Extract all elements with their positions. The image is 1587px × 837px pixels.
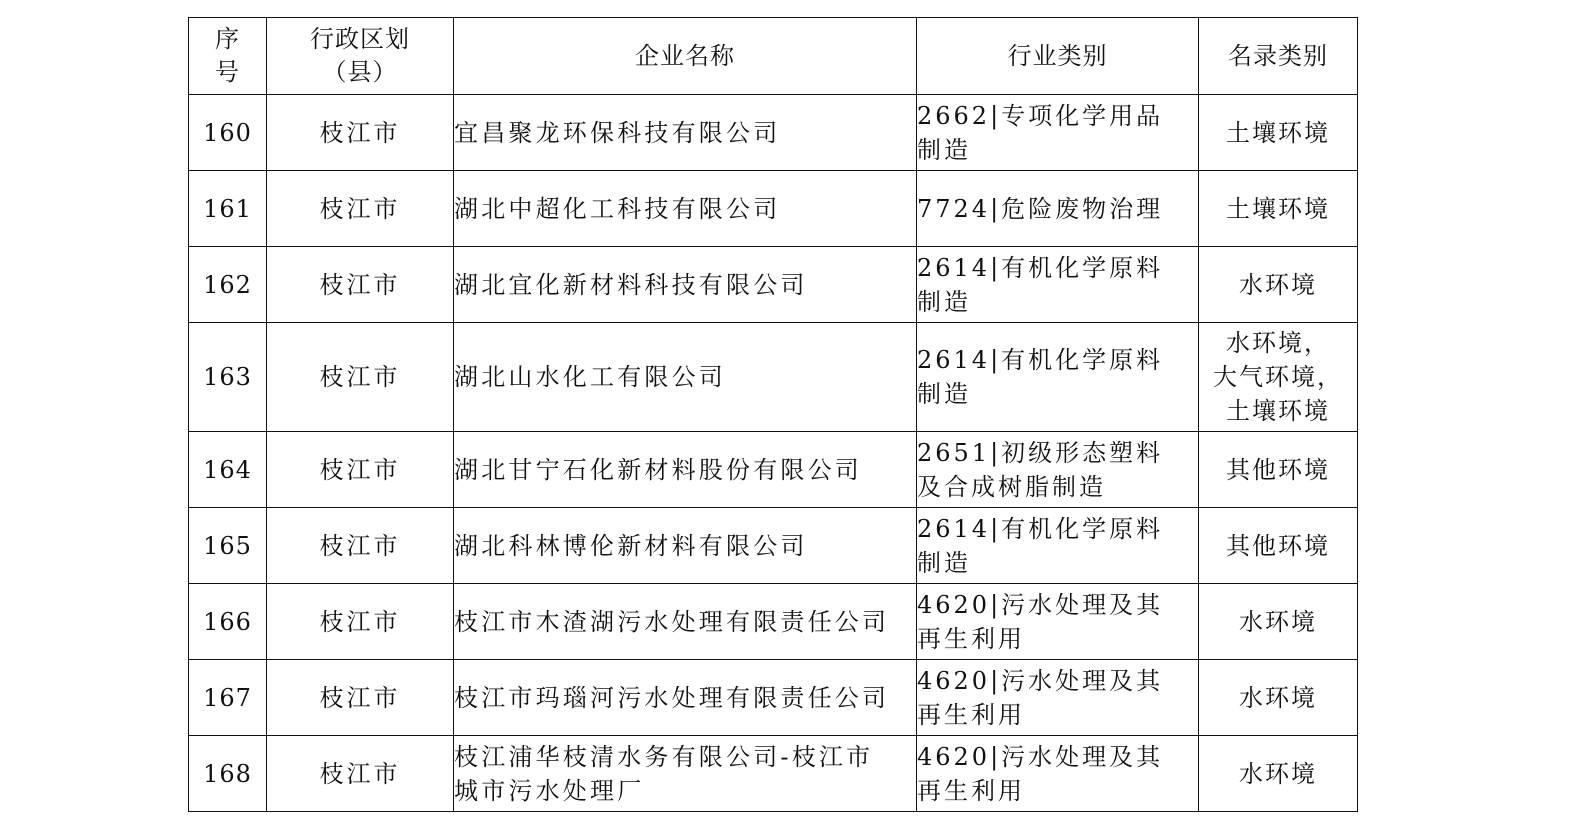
row-region: 枝江市 xyxy=(267,584,454,660)
industry-line: 再生利用 xyxy=(917,776,1025,805)
company-line: 宜昌聚龙环保科技有限公司 xyxy=(454,118,781,147)
company-line: 湖北甘宁石化新材料股份有限公司 xyxy=(454,455,862,484)
table-row xyxy=(189,584,1358,660)
industry-line: 4620|污水处理及其 xyxy=(917,666,1164,695)
company-line: 枝江市木渣湖污水处理有限责任公司 xyxy=(454,607,890,636)
row-category xyxy=(1199,171,1358,247)
row-industry xyxy=(917,171,1199,247)
row-index: 168 xyxy=(189,736,267,812)
company-line: 湖北中超化工科技有限公司 xyxy=(454,194,781,223)
row-region: 枝江市 xyxy=(267,432,454,508)
company-line: 枝江浦华枝清水务有限公司-枝江市 xyxy=(454,742,874,771)
category-line: 土壤环境 xyxy=(1226,397,1330,425)
category-line: 水环境 xyxy=(1239,270,1317,299)
row-category xyxy=(1199,432,1358,508)
row-region: 枝江市 xyxy=(267,95,454,171)
table-row xyxy=(189,736,1358,812)
row-company xyxy=(454,247,917,323)
industry-line: 7724|危险废物治理 xyxy=(917,194,1164,223)
row-index: 164 xyxy=(189,432,267,508)
row-index: 162 xyxy=(189,247,267,323)
industry-line: 4620|污水处理及其 xyxy=(917,590,1164,619)
industry-line: 制造 xyxy=(917,380,971,408)
header-company: 企业名称 xyxy=(454,18,917,95)
category-line: 水环境 xyxy=(1239,607,1317,636)
table-row xyxy=(189,432,1358,508)
category-line: 大气环境， xyxy=(1213,363,1343,391)
row-region: 枝江市 xyxy=(267,508,454,584)
table-row xyxy=(189,508,1358,584)
company-line: 枝江市玛瑙河污水处理有限责任公司 xyxy=(454,683,890,712)
category-line: 其他环境 xyxy=(1226,531,1330,560)
category-line: 水环境 xyxy=(1239,759,1317,788)
row-category xyxy=(1199,736,1358,812)
row-index: 166 xyxy=(189,584,267,660)
row-category xyxy=(1199,95,1358,171)
industry-line: 制造 xyxy=(917,287,971,316)
header-category: 名录类别 xyxy=(1199,18,1358,95)
table-row xyxy=(189,323,1358,432)
industry-line: 再生利用 xyxy=(917,624,1025,653)
row-company xyxy=(454,660,917,736)
row-category xyxy=(1199,660,1358,736)
row-industry xyxy=(917,584,1199,660)
table-row xyxy=(189,660,1358,736)
industry-line: 2651|初级形态塑料 xyxy=(917,438,1164,467)
header-index-line: 序 xyxy=(215,25,240,53)
company-line: 城市污水处理厂 xyxy=(454,776,645,805)
table-row xyxy=(189,247,1358,323)
row-industry xyxy=(917,247,1199,323)
row-category xyxy=(1199,247,1358,323)
company-line: 湖北科林博伦新材料有限公司 xyxy=(454,531,808,560)
row-index: 165 xyxy=(189,508,267,584)
row-company xyxy=(454,584,917,660)
header-industry: 行业类别 xyxy=(917,18,1199,95)
industry-line: 2614|有机化学原料 xyxy=(917,514,1164,543)
category-line: 水环境， xyxy=(1226,329,1330,357)
row-industry xyxy=(917,736,1199,812)
company-line: 湖北宜化新材料科技有限公司 xyxy=(454,270,808,299)
table-body xyxy=(189,95,1358,812)
industry-line: 制造 xyxy=(917,135,971,164)
header-index xyxy=(189,18,267,95)
table-row xyxy=(189,95,1358,171)
header-region xyxy=(267,18,454,95)
row-region: 枝江市 xyxy=(267,247,454,323)
row-category xyxy=(1199,508,1358,584)
row-industry xyxy=(917,95,1199,171)
row-company xyxy=(454,736,917,812)
industry-line: 4620|污水处理及其 xyxy=(917,742,1164,771)
row-industry xyxy=(917,508,1199,584)
row-industry xyxy=(917,660,1199,736)
row-index: 161 xyxy=(189,171,267,247)
category-line: 水环境 xyxy=(1239,683,1317,712)
industry-line: 2614|有机化学原料 xyxy=(917,346,1164,374)
category-line: 其他环境 xyxy=(1226,455,1330,484)
row-company xyxy=(454,171,917,247)
enterprise-list-table xyxy=(188,17,1358,812)
row-index: 160 xyxy=(189,95,267,171)
row-index: 163 xyxy=(189,323,267,432)
category-line: 土壤环境 xyxy=(1226,194,1330,223)
row-category xyxy=(1199,323,1358,432)
header-region-line: 行政区划 xyxy=(310,25,410,53)
row-company xyxy=(454,508,917,584)
row-industry xyxy=(917,323,1199,432)
row-company xyxy=(454,95,917,171)
header-row xyxy=(189,18,1358,95)
table-row xyxy=(189,171,1358,247)
company-line: 湖北山水化工有限公司 xyxy=(454,363,726,391)
row-index: 167 xyxy=(189,660,267,736)
industry-line: 再生利用 xyxy=(917,700,1025,729)
row-region: 枝江市 xyxy=(267,171,454,247)
row-category xyxy=(1199,584,1358,660)
row-region: 枝江市 xyxy=(267,323,454,432)
industry-line: 2614|有机化学原料 xyxy=(917,253,1164,282)
industry-line: 及合成树脂制造 xyxy=(917,472,1106,501)
row-region: 枝江市 xyxy=(267,736,454,812)
category-line: 土壤环境 xyxy=(1226,118,1330,147)
header-index-line: 号 xyxy=(215,58,240,86)
row-company xyxy=(454,432,917,508)
industry-line: 制造 xyxy=(917,548,971,577)
row-company xyxy=(454,323,917,432)
industry-line: 2662|专项化学用品 xyxy=(917,101,1164,130)
row-industry xyxy=(917,432,1199,508)
header-region-line: （县） xyxy=(322,58,398,86)
row-region: 枝江市 xyxy=(267,660,454,736)
